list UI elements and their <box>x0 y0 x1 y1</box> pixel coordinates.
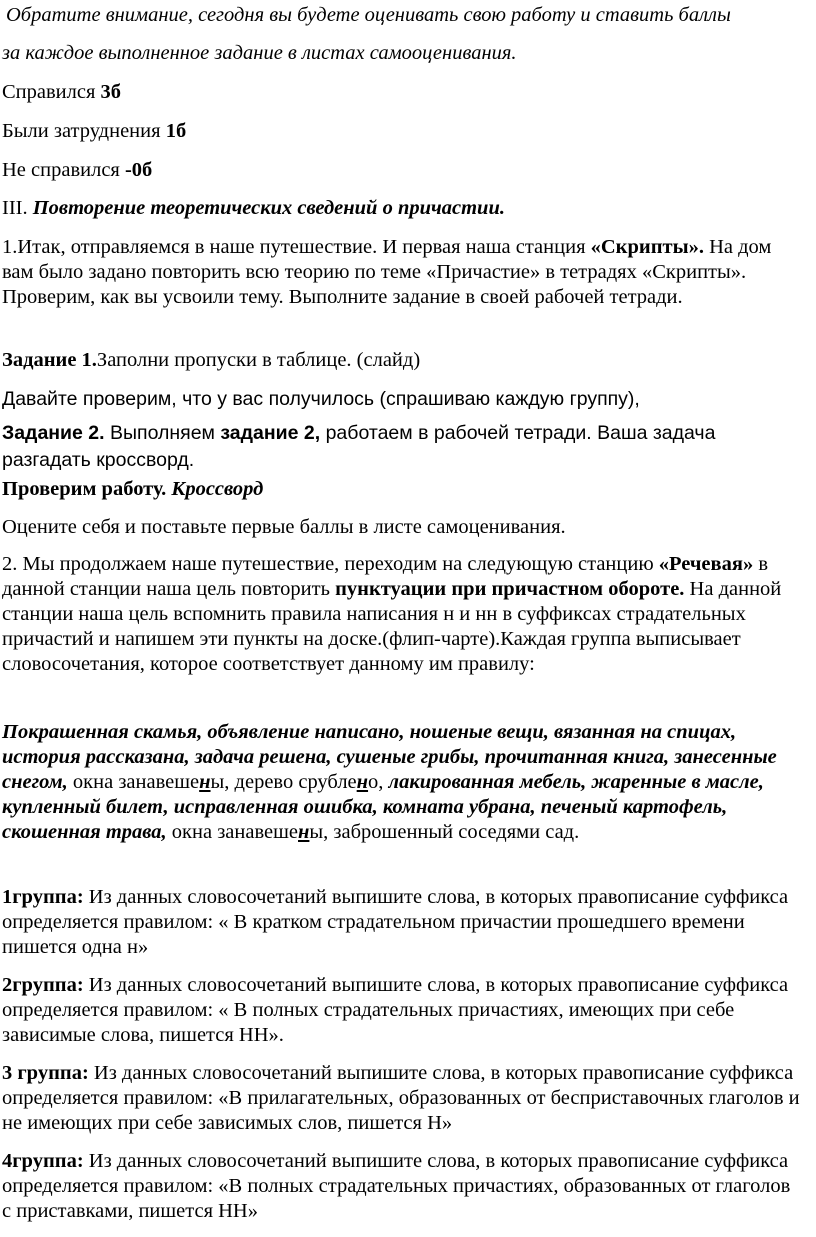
text-run: ы, заброшенный соседями сад. <box>309 821 580 843</box>
check-work-label: Проверим работу. <box>2 478 172 500</box>
paragraph-station-scripts <box>2 235 800 310</box>
highlight-letter: н <box>199 771 211 793</box>
intro-line-1: Обратите внимание, сегодня вы будете оценивать свою работу и ставить баллы <box>6 4 731 26</box>
group-1-task <box>2 885 792 960</box>
text-run: ы, дерево срубле <box>210 771 357 793</box>
group-text: Из данных словосочетаний выпишите слова, в которых правописание суффикса определяется правилом: «В полных страдательных причастиях, образованных от глаголов с приставками, пишется НН» <box>2 1150 791 1222</box>
task-label: Задание 2. <box>2 422 105 444</box>
task-bold: задание 2, <box>220 422 321 444</box>
text-run: Выполняем <box>104 422 221 444</box>
score-difficult <box>2 119 810 144</box>
task-label: Задание 1. <box>2 349 97 371</box>
phrase-run: Покрашенная скамья, объявление написано, ношеные вещи, вязанная на спицах, история рассказана, задача решена, сушеные грибы, прочитанная книга, занесенные снегом, <box>2 721 777 793</box>
crossword-title: Кроссворд <box>171 478 264 500</box>
group-2-task <box>2 973 802 1048</box>
group-text: Из данных словосочетаний выпишите слова, в которых правописание суффикса определяется правилом: «В прилагательных, образованных от бесприставочных глаголов и не имеющих при себе зависимых слов, пишется Н» <box>2 1062 800 1134</box>
rate-line: Оцените себя и поставьте первые баллы в листе самоценивания. <box>2 516 566 538</box>
paragraph-station-speech <box>2 552 802 677</box>
text-run: окна занавеше <box>67 771 200 793</box>
text-run: в данной станции наша цель повторить <box>2 553 769 600</box>
score-value: 1б <box>165 120 187 142</box>
phrase-list <box>2 720 808 845</box>
group-label: 4группа: <box>2 1150 84 1172</box>
phrase-run: лакированная мебель, жаренные в масле, купленный билет, исправленная ошибка, комната убрана, печеный картофель, скошенная трава, <box>2 771 764 843</box>
highlight-letter: н <box>298 821 310 843</box>
text-run: 1.Итак, отправляемся в наше путешествие. И первая наша станция <box>2 236 591 258</box>
station-name: «Скрипты». <box>590 236 704 258</box>
score-failed <box>2 158 810 183</box>
text-run: о, <box>368 771 389 793</box>
score-value: -0б <box>124 159 153 181</box>
text-run: На данной станции наша цель вспомнить правила написания н и нн в суффиксах страдательных причастий и напишем эти пункты на доске.(флип-чарте).Каждая группа выписывает словосочетания, которое соответствует данному им правилу: <box>2 578 782 675</box>
score-value: 3б <box>100 81 122 103</box>
group-4-task <box>2 1149 792 1224</box>
score-label: Не справился <box>2 159 125 181</box>
section-heading <box>2 196 810 221</box>
task-1 <box>2 348 810 373</box>
task-text: Заполни пропуски в таблице. (слайд) <box>96 349 421 371</box>
text-run: 2. Мы продолжаем наше путешествие, переходим на следующую станцию <box>2 553 659 575</box>
group-text: Из данных словосочетаний выпишите слова, в которых правописание суффикса определяется правилом: « В полных страдательных причастиях, имеющих при себе зависимые слова, пишется НН». <box>2 974 789 1046</box>
group-label: 1группа: <box>2 886 84 908</box>
text-run: работаем в рабочей тетради. Ваша задача разгадать кроссворд. <box>2 422 716 471</box>
score-label: Справился <box>2 81 101 103</box>
score-label: Были затруднения <box>2 120 166 142</box>
task-2 <box>2 420 762 474</box>
station-name: «Речевая» <box>658 553 754 575</box>
check-line: Давайте проверим, что у вас получилось (спрашиваю каждую группу), <box>2 388 640 410</box>
intro-line-2: за каждое выполненное задание в листах самооценивания. <box>2 42 517 64</box>
rule-topic: пунктуации при причастном обороте. <box>335 578 685 600</box>
text-run: На дом вам было задано повторить всю теорию по теме «Причастие» в тетрадях «Скрипты». Проверим, как вы усвоили тему. Выполните задание в своей рабочей тетради. <box>2 236 772 308</box>
section-title: Повторение теоретических сведений о причастии. <box>32 197 505 219</box>
group-3-task <box>2 1061 802 1136</box>
score-done <box>2 80 810 105</box>
group-label: 3 группа: <box>2 1062 89 1084</box>
text-run: окна занавеше <box>166 821 299 843</box>
highlight-letter: н <box>356 771 369 793</box>
group-text: Из данных словосочетаний выпишите слова, в которых правописание суффикса определяется правилом: « В кратком страдательном причастии прошедшего времени пишется одна н» <box>2 886 789 958</box>
group-label: 2группа: <box>2 974 84 996</box>
check-work <box>2 477 810 502</box>
section-number: III. <box>2 197 33 219</box>
